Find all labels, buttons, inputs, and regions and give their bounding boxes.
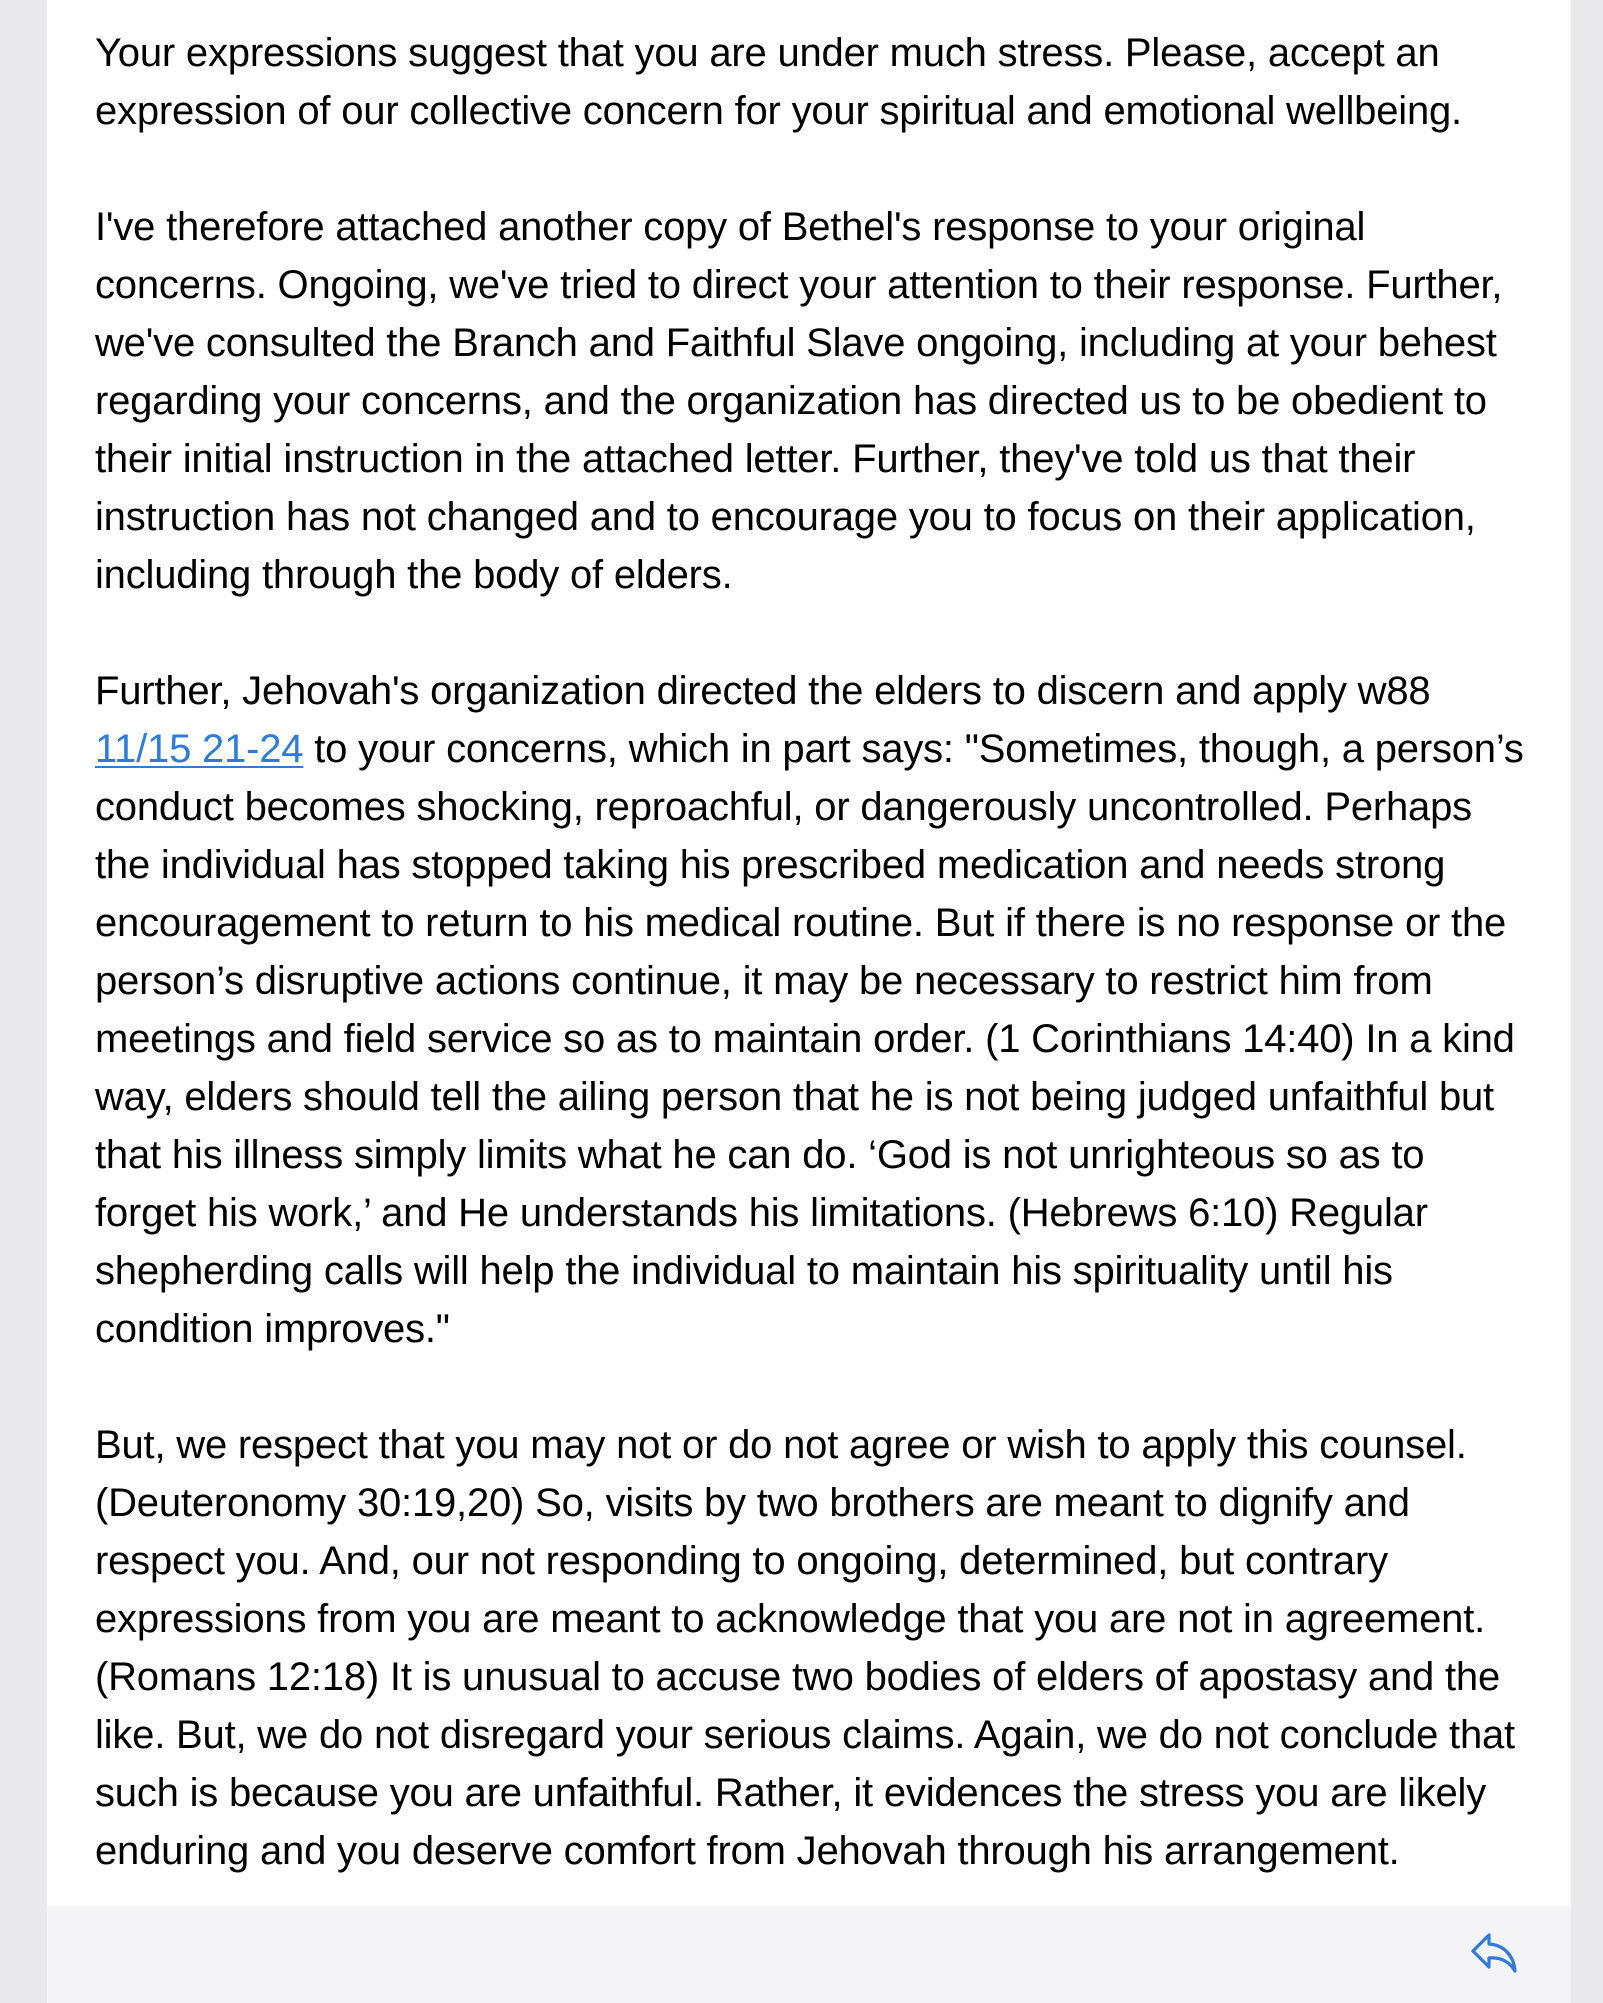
paragraph-text: I've therefore attached another copy of Bethel's response to your original concerns. Ongoing, we've tried to direct your attention to their response. Further, we've consulted the Branch and Faithful Slave ongoing, including at your behest regarding your concerns, and the organization has directed us to be obedient to their initial instruction in the attached letter. Further, they've told us that their instruction has not changed and to encourage you to focus on their application, including through the body of elders. xyxy=(95,205,1503,597)
message-paragraph xyxy=(95,662,1535,1358)
message-paragraph xyxy=(95,24,1535,140)
mail-message-view xyxy=(47,0,1571,2003)
message-paragraph xyxy=(95,1416,1535,1880)
message-paragraph xyxy=(95,198,1535,604)
bottom-toolbar xyxy=(47,1906,1571,2003)
reply-button[interactable] xyxy=(1467,1928,1521,1978)
paragraph-text: to your concerns, which in part says: "Sometimes, though, a person’s conduct becomes shocking, reproachful, or dangerously uncontrolled. Perhaps the individual has stopped taking his prescribed medication and needs strong encouragement to return to his medical routine. But if there is no response or the person’s disruptive actions continue, it may be necessary to restrict him from meetings and field service so as to maintain order. (1 Corinthians 14:40) In a kind way, elders should tell the ailing person that he is not being judged unfaithful but that his illness simply limits what he can do. ‘God is not unrighteous so as to forget his work,’ and He understands his limitations. (Hebrews 6:10) Regular shepherding calls will help the individual to maintain his spirituality until his condition improves." xyxy=(95,727,1524,1351)
paragraph-text: Further, Jehovah's organization directed the elders to discern and apply w88 xyxy=(95,669,1431,713)
reply-icon xyxy=(1469,1931,1519,1975)
message-body xyxy=(95,24,1535,1906)
reference-link[interactable]: 11/15 21-24 xyxy=(95,727,304,771)
paragraph-text: Your expressions suggest that you are under much stress. Please, accept an expression of our collective concern for your spiritual and emotional wellbeing. xyxy=(95,31,1462,133)
paragraph-text: But, we respect that you may not or do not agree or wish to apply this counsel. (Deuteronomy 30:19,20) So, visits by two brothers are meant to dignify and respect you. And, our not responding to ongoing, determined, but contrary expressions from you are meant to acknowledge that you are not in agreement. (Romans 12:18) It is unusual to accuse two bodies of elders of apostasy and the like. But, we do not disregard your serious claims. Again, we do not conclude that such is because you are unfaithful. Rather, it evidences the stress you are likely enduring and you deserve comfort from Jehovah through his arrangement. xyxy=(95,1423,1515,1873)
